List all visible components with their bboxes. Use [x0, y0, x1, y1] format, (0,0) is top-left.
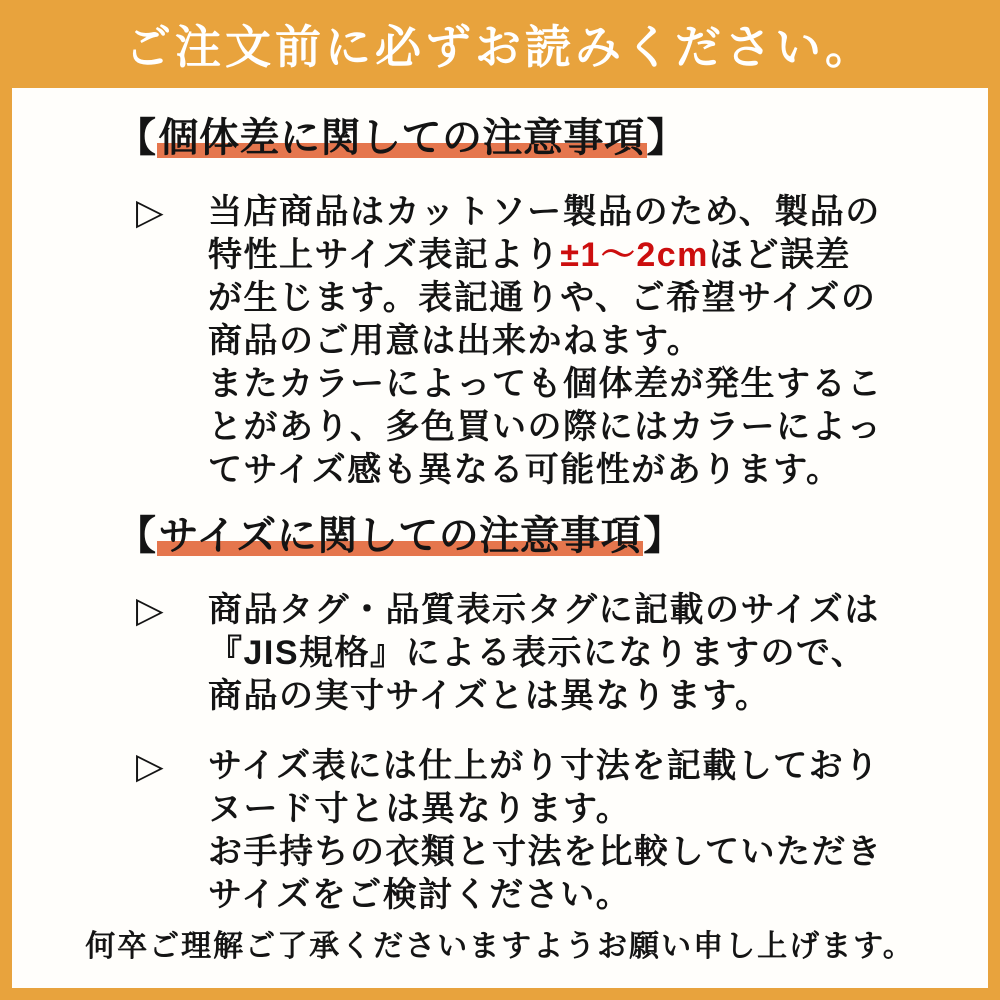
notice-bullet-tolerance	[136, 191, 988, 492]
top-banner-title: ご注文前に必ずお読みください。	[125, 21, 875, 73]
section-heading-size	[116, 510, 988, 562]
bullet-text-measurement	[208, 745, 883, 917]
triangle-bullet-icon: ▷	[136, 590, 164, 631]
section-heading-individual-difference	[116, 112, 988, 164]
heading-bracket-open: 【	[116, 514, 157, 558]
text-line: 商品のご用意は出来かねます。	[208, 322, 703, 360]
text-line: が生じます。表記通りや、ご希望サイズの	[208, 279, 877, 317]
text-line: サイズ表には仕上がり寸法を記載しており	[208, 747, 880, 785]
bullet-text-jis	[208, 589, 880, 718]
text-line: お手持ちの衣類と寸法を比較していただき	[208, 833, 883, 871]
top-banner	[0, 0, 1000, 88]
heading-label-individual-difference: 個体差に関しての注意事項	[158, 116, 645, 160]
text-line: 商品タグ・品質表示タグに記載のサイズは	[208, 591, 880, 629]
bullet-text-tolerance	[208, 191, 883, 492]
text-line: 当店商品はカットソー製品のため、製品の	[208, 193, 881, 231]
triangle-bullet-icon: ▷	[136, 192, 164, 233]
tolerance-value-text: ±1〜2cm	[560, 236, 709, 274]
footer-note	[12, 921, 988, 965]
notice-bullet-jis	[136, 589, 988, 718]
text-line: てサイズ感も異なる可能性があります。	[208, 451, 842, 489]
text-line	[208, 234, 883, 277]
text-segment: ほど誤差	[708, 236, 851, 274]
footer-note-text: 何卒ご理解ご了承くださいますようお願い申し上げます。	[85, 930, 915, 963]
heading-bracket-open: 【	[116, 116, 157, 160]
text-line: またカラーによっても個体差が発生するこ	[208, 365, 883, 403]
heading-bracket-close: 】	[643, 514, 684, 558]
content-area	[12, 88, 988, 988]
text-line: 『JIS規格』による表示になりますので、	[208, 634, 867, 672]
text-line: 商品の実寸サイズとは異なります。	[208, 677, 771, 715]
heading-label-size: サイズに関しての注意事項	[158, 514, 642, 558]
text-line: とがあり、多色買いの際にはカラーによっ	[208, 408, 883, 446]
text-line: サイズをご検討ください。	[208, 876, 632, 914]
triangle-bullet-icon: ▷	[136, 746, 164, 787]
text-segment: 特性上サイズ表記より	[208, 236, 561, 274]
notice-bullet-measurement	[136, 745, 988, 917]
text-line: ヌード寸とは異なります。	[208, 790, 632, 828]
heading-bracket-close: 】	[646, 116, 687, 160]
